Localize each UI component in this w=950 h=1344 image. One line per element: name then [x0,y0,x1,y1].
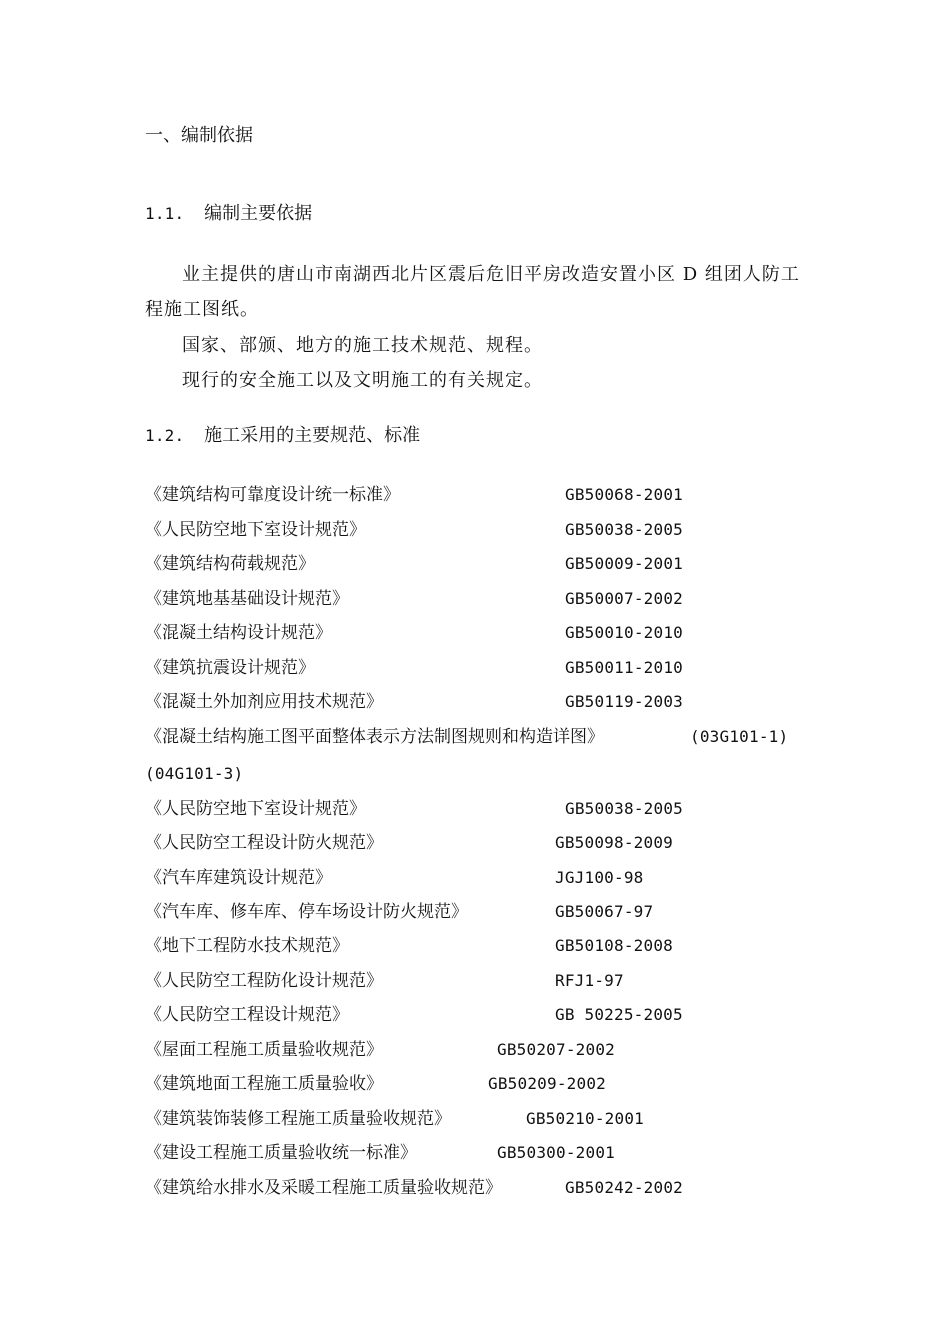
standard-name: 《建设工程施工质量验收统一标准》 [145,1143,417,1163]
standard-name: 《汽车库建筑设计规范》 [145,868,332,888]
standard-code: GB50068-2001 [565,485,683,504]
section-1-1-heading [145,202,312,226]
standard-name: 《屋面工程施工质量验收规范》 [145,1040,383,1060]
section-title: 编制主要依据 [204,203,313,224]
section-title: 施工采用的主要规范、标准 [204,425,421,446]
standard-code: GB50108-2008 [555,936,673,955]
section-number: 1.1. [145,204,185,223]
standard-code: GB50098-2009 [555,833,673,852]
standard-code: GB50242-2002 [565,1178,683,1197]
standard-name: 《汽车库、修车库、停车场设计防火规范》 [145,902,468,922]
standard-name: 《人民防空工程设计防火规范》 [145,833,383,853]
standard-name: (04G101-3) [145,764,244,783]
paragraph-2: 国家、部颁、地方的施工技术规范、规程。 [182,335,543,356]
standard-name: 《混凝土结构设计规范》 [145,623,332,643]
standard-code: GB50210-2001 [526,1109,644,1128]
standard-name: 《人民防空地下室设计规范》 [145,520,366,540]
standard-code: GB50300-2001 [497,1143,615,1162]
standard-name: 《建筑地基基础设计规范》 [145,589,349,609]
standard-name: 《人民防空地下室设计规范》 [145,799,366,819]
heading-compilation-basis: 一、编制依据 [145,125,253,146]
standard-code: GB50009-2001 [565,554,683,573]
paragraph-3: 现行的安全施工以及文明施工的有关规定。 [182,370,543,391]
standard-name: 《人民防空工程设计规范》 [145,1005,349,1025]
standard-code: GB50209-2002 [488,1074,606,1093]
standard-code: GB50010-2010 [565,623,683,642]
standard-code: GB50011-2010 [565,658,683,677]
standard-code: GB50038-2005 [565,520,683,539]
section-1-2-heading [145,424,420,448]
standard-name: 《混凝土结构施工图平面整体表示方法制图规则和构造详图》 [145,727,604,747]
standard-code: GB50067-97 [555,902,654,921]
standard-name: 《建筑结构荷载规范》 [145,554,315,574]
standard-code: GB50119-2003 [565,692,683,711]
standard-name: 《建筑装饰装修工程施工质量验收规范》 [145,1109,451,1129]
standard-name: 《人民防空工程防化设计规范》 [145,971,383,991]
standard-code: JGJ100-98 [555,868,644,887]
standard-name: 《建筑抗震设计规范》 [145,658,315,678]
standard-code: GB50007-2002 [565,589,683,608]
standard-code: GB 50225-2005 [555,1005,683,1024]
standard-code: GB50038-2005 [565,799,683,818]
standard-name: 《建筑地面工程施工质量验收》 [145,1074,383,1094]
paragraph-1-line-1: 业主提供的唐山市南湖西北片区震后危旧平房改造安置小区 D 组团人防工 [182,264,800,285]
standard-name: 《建筑结构可靠度设计统一标准》 [145,485,400,505]
standard-code: RFJ1-97 [555,971,624,990]
standard-name: 《混凝土外加剂应用技术规范》 [145,692,383,712]
standard-name: 《建筑给水排水及采暖工程施工质量验收规范》 [145,1178,502,1198]
paragraph-1-line-2: 程施工图纸。 [145,299,259,320]
standard-code: (03G101-1) [690,727,789,746]
standard-code: GB50207-2002 [497,1040,615,1059]
section-number: 1.2. [145,426,185,445]
standard-name: 《地下工程防水技术规范》 [145,936,349,956]
